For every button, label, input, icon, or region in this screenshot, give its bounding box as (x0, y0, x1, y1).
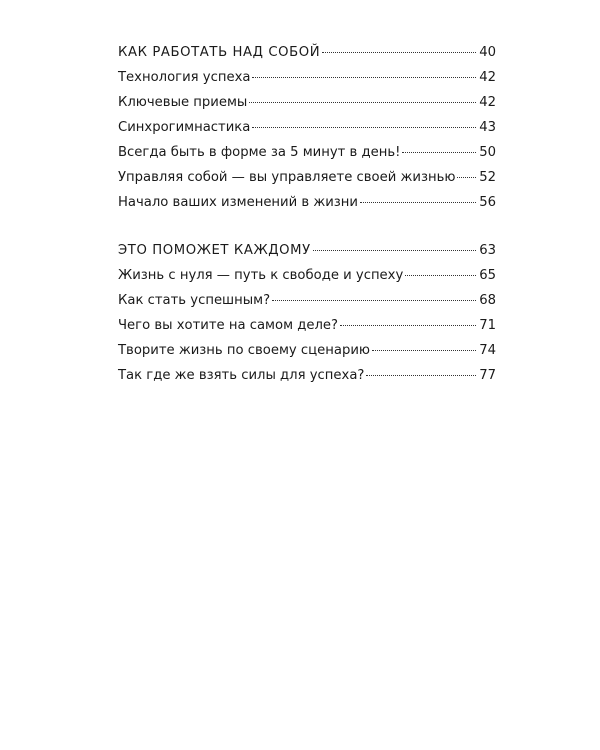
dot-leader (340, 324, 476, 326)
toc-page-number: 50 (479, 145, 496, 160)
dot-leader (372, 349, 476, 351)
toc-entry (118, 165, 496, 190)
dot-leader (366, 374, 476, 376)
toc-entry (118, 90, 496, 115)
toc-page-number: 77 (479, 368, 496, 383)
toc-entry-title: Чего вы хотите на самом деле? (118, 318, 338, 333)
dot-leader (457, 176, 476, 178)
toc-section (118, 238, 496, 388)
toc-entry (118, 338, 496, 363)
toc-entry (118, 263, 496, 288)
toc-entry-title: Ключевые приемы (118, 95, 248, 110)
toc-page-number: 43 (479, 120, 496, 135)
toc-entry (118, 65, 496, 90)
toc-section-heading (118, 40, 496, 65)
toc-entry-title: Как стать успешным? (118, 293, 271, 308)
toc-entry (118, 190, 496, 215)
toc-entry-title: Начало ваших изменений в жизни (118, 195, 359, 210)
dot-leader (249, 101, 476, 103)
dot-leader (402, 151, 476, 153)
toc-entry (118, 140, 496, 165)
toc-entry-title: Творите жизнь по своему сценарию (118, 343, 370, 358)
dot-leader (252, 76, 476, 78)
dot-leader (322, 51, 476, 53)
dot-leader (405, 274, 476, 276)
toc-page-number: 40 (479, 45, 496, 60)
dot-leader (252, 126, 476, 128)
toc-page-number: 42 (479, 70, 496, 85)
toc-entry (118, 313, 496, 338)
toc-page-number: 74 (479, 343, 496, 358)
dot-leader (313, 249, 476, 251)
toc-entry-title: Так где же взять силы для успеха? (118, 368, 365, 383)
toc-page-number: 68 (479, 293, 496, 308)
toc-page-number: 56 (479, 195, 496, 210)
toc-page-number: 52 (479, 170, 496, 185)
dot-leader (272, 299, 476, 301)
toc-page-number: 65 (479, 268, 496, 283)
toc-entry-title: Жизнь с нуля — путь к свободе и успеху (118, 268, 404, 283)
toc-entry-title: Управляя собой — вы управляете своей жизнью (118, 170, 456, 185)
toc-page-number: 42 (479, 95, 496, 110)
toc-page-number: 71 (479, 318, 496, 333)
toc-entry-title: Всегда быть в форме за 5 минут в день! (118, 145, 401, 160)
toc-heading-title: ЭТО ПОМОЖЕТ КАЖДОМУ (118, 243, 311, 258)
toc-entry (118, 288, 496, 313)
toc-section-heading (118, 238, 496, 263)
toc-section (118, 40, 496, 215)
toc-entry (118, 115, 496, 140)
toc-entry (118, 363, 496, 388)
toc-entry-title: Синхрогимнастика (118, 120, 251, 135)
toc-entry-title: Технология успеха (118, 70, 251, 85)
toc-page-number: 63 (479, 243, 496, 258)
dot-leader (360, 201, 476, 203)
table-of-contents (118, 40, 496, 388)
toc-heading-title: КАК РАБОТАТЬ НАД СОБОЙ (118, 45, 321, 60)
